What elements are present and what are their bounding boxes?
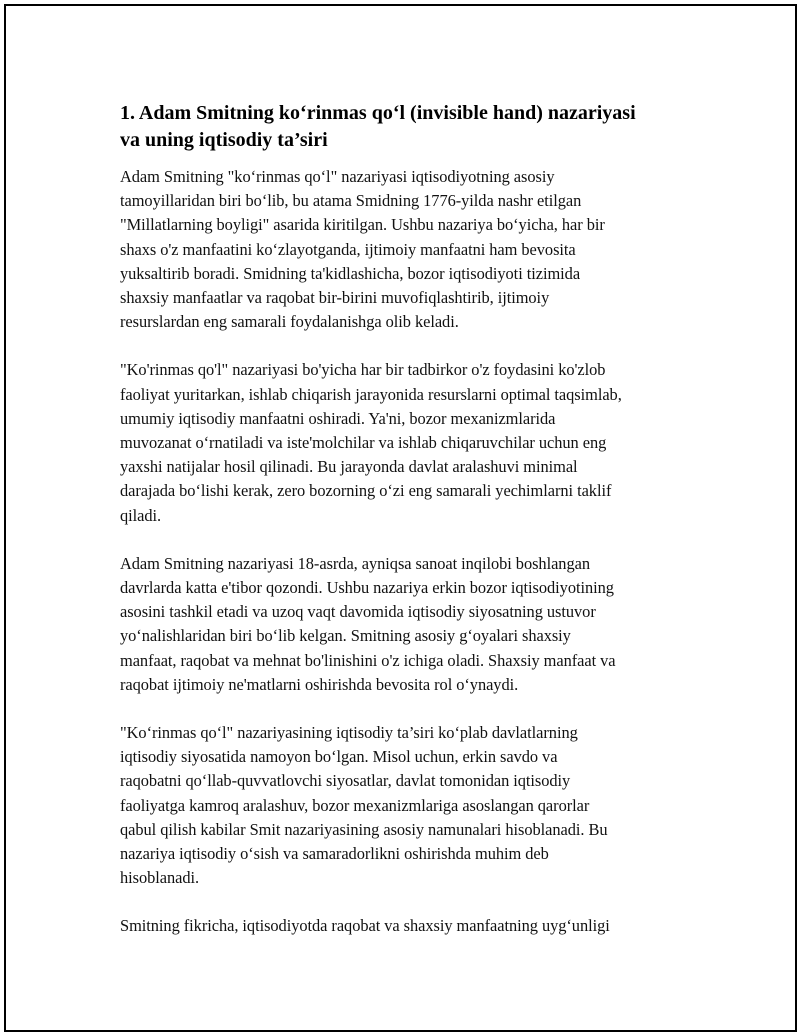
text-line: tamoyillaridan biri bo‘lib, bu atama Smidning 1776-yilda nashr etilgan (120, 191, 582, 211)
text-line: Smitning fikricha, iqtisodiyotda raqobat va shaxsiy manfaatning uyg‘unligi (120, 916, 610, 936)
paragraph-3 (120, 552, 680, 697)
text-line: umumiy iqtisodiy manfaatni oshiradi. Ya'ni, bozor mexanizmlarida (120, 408, 556, 428)
text-line: Adam Smitning nazariyasi 18-asrda, ayniqsa sanoat inqilobi boshlangan (120, 553, 590, 573)
text-line: qabul qilish kabilar Smit nazariyasining asosiy namunalari hisoblanadi. Bu (120, 819, 608, 839)
text-line: faoliyatga kamroq aralashuv, bozor mexanizmlariga asoslangan qarorlar (120, 795, 590, 815)
text-line: "Ko'rinmas qo'l" nazariyasi bo'yicha har bir tadbirkor o'z foydasini ko'zlob (120, 360, 606, 380)
text-line: nazariya iqtisodiy o‘sish va samaradorlikni oshirishda muhim deb (120, 844, 549, 864)
text-line: shaxs o'z manfaatini ko‘zlayotganda, ijtimoiy manfaatni ham bevosita (120, 239, 576, 259)
text-line: muvozanat o‘rnatiladi va iste'molchilar va ishlab chiqaruvchilar uchun eng (120, 433, 607, 453)
paragraph-2 (120, 358, 680, 527)
text-line: iqtisodiy siyosatida namoyon bo‘lgan. Misol uchun, erkin savdo va (120, 747, 558, 767)
text-line: raqobatni qo‘llab-quvvatlovchi siyosatlar, davlat tomonidan iqtisodiy (120, 771, 571, 791)
paragraph-1 (120, 165, 680, 334)
paragraph-4 (120, 721, 680, 890)
text-line: yo‘nalishlaridan biri bo‘lib kelgan. Smitning asosiy g‘oyalari shaxsiy (120, 626, 571, 646)
document-body (120, 100, 680, 963)
text-line: resurslardan eng samarali foydalanishga olib keladi. (120, 312, 459, 332)
text-line: shaxsiy manfaatlar va raqobat bir-birini muvofiqlashtirib, ijtimoiy (120, 288, 550, 308)
heading-line: 1. Adam Smitning ko‘rinmas qo‘l (invisible hand) nazariyasi (120, 102, 636, 124)
text-line: raqobat ijtimoiy ne'matlarni oshirishda bevosita rol o‘ynaydi. (120, 674, 519, 694)
text-line: darajada bo‘lishi kerak, zero bozorning o‘zi eng samarali yechimlarni taklif (120, 481, 612, 501)
text-line: faoliyat yuritarkan, ishlab chiqarish jarayonida resurslarni optimal taqsimlab, (120, 384, 622, 404)
paragraph-5 (120, 914, 680, 938)
text-line: "Ko‘rinmas qo‘l" nazariyasining iqtisodiy ta’siri ko‘plab davlatlarning (120, 723, 578, 743)
text-line: yaxshi natijalar hosil qilinadi. Bu jarayonda davlat aralashuvi minimal (120, 457, 578, 477)
page-frame (4, 4, 797, 1032)
text-line: manfaat, raqobat va mehnat bo'linishini o'z ichiga oladi. Shaxsiy manfaat va (120, 650, 616, 670)
text-line: yuksaltirib boradi. Smidning ta'kidlashicha, bozor iqtisodiyoti tizimida (120, 263, 581, 283)
text-line: qiladi. (120, 505, 162, 525)
text-line: davrlarda katta e'tibor qozondi. Ushbu nazariya erkin bozor iqtisodiyotining (120, 578, 614, 598)
text-line: hisoblanadi. (120, 868, 200, 888)
text-line: "Millatlarning boyligi" asarida kiritilgan. Ushbu nazariya bo‘yicha, har bir (120, 215, 605, 235)
text-line: asosini tashkil etadi va uzoq vaqt davomida iqtisodiy siyosatning ustuvor (120, 602, 596, 622)
heading-line: va uning iqtisodiy ta’siri (120, 129, 328, 151)
text-line: Adam Smitning "ko‘rinmas qo‘l" nazariyasi iqtisodiyotning asosiy (120, 167, 555, 186)
section-heading (120, 100, 680, 154)
